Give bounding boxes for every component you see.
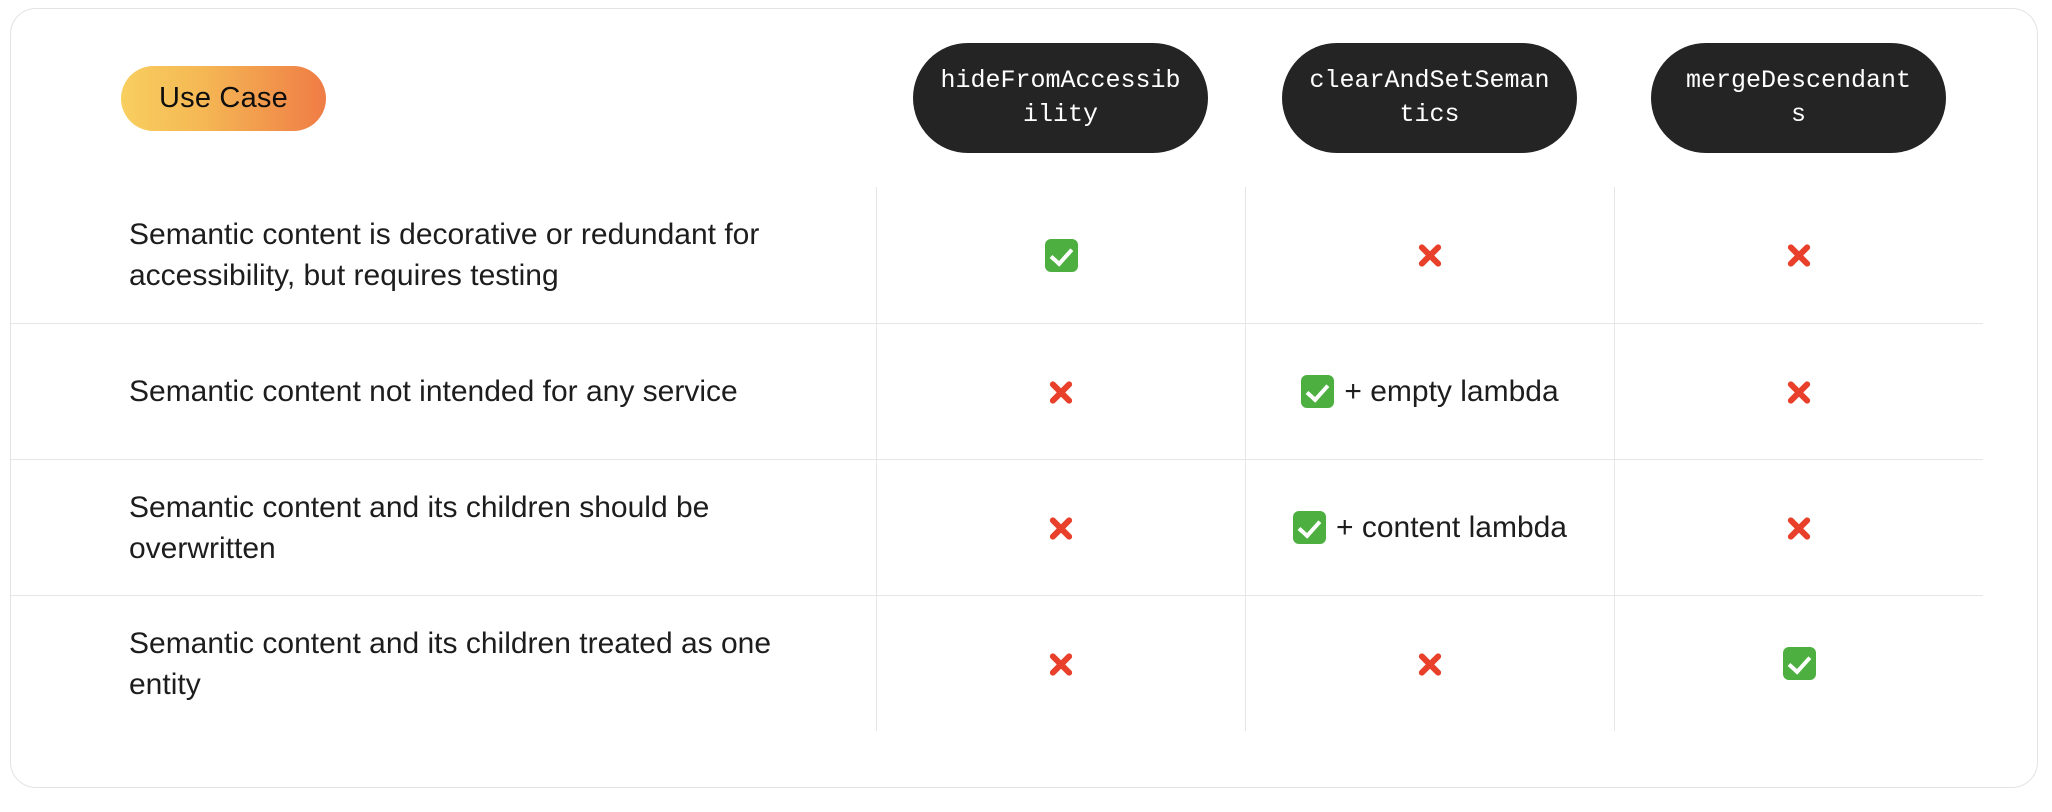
cell-mergedescendants bbox=[1614, 323, 1983, 459]
cross-icon bbox=[1781, 510, 1817, 546]
cell-note: + empty lambda bbox=[1344, 374, 1559, 408]
cell-hidefromaccessibility bbox=[876, 595, 1245, 731]
comparison-card bbox=[10, 8, 2038, 788]
header-cell-hidefromaccessibility bbox=[876, 43, 1245, 153]
usecase-text: Semantic content is decorative or redundant for accessibility, but requires testing bbox=[129, 218, 760, 292]
api-pill-mergedescendants: mergeDescendants bbox=[1651, 43, 1946, 153]
cell-mergedescendants bbox=[1614, 595, 1983, 731]
usecase-text: Semantic content not intended for any service bbox=[11, 323, 876, 459]
table-body bbox=[11, 187, 2037, 731]
table-header-row bbox=[11, 9, 2037, 187]
api-pill-clearandsetsemantics: clearAndSetSemantics bbox=[1282, 43, 1577, 153]
table-row bbox=[11, 187, 2037, 323]
usecase-text: Semantic content and its children should be overwritten bbox=[11, 459, 876, 595]
cross-icon bbox=[1043, 646, 1079, 682]
cell-hidefromaccessibility bbox=[876, 323, 1245, 459]
check-icon bbox=[1783, 647, 1816, 680]
table-row bbox=[11, 459, 2037, 595]
check-icon bbox=[1045, 239, 1078, 272]
header-cell-clearandsetsemantics bbox=[1245, 43, 1614, 153]
cross-icon bbox=[1781, 237, 1817, 273]
cell-clearandsetsemantics bbox=[1245, 187, 1614, 323]
check-icon bbox=[1293, 511, 1326, 544]
header-cell-mergedescendants bbox=[1614, 43, 1983, 153]
cell-hidefromaccessibility bbox=[876, 187, 1245, 323]
cross-icon bbox=[1043, 510, 1079, 546]
cell-hidefromaccessibility bbox=[876, 459, 1245, 595]
cell-clearandsetsemantics bbox=[1245, 323, 1614, 459]
cell-clearandsetsemantics bbox=[1245, 459, 1614, 595]
usecase-pill-label: Use Case bbox=[121, 66, 326, 131]
check-icon bbox=[1301, 375, 1334, 408]
table-row bbox=[11, 595, 2037, 731]
header-cell-usecase bbox=[11, 66, 876, 131]
cell-note: + content lambda bbox=[1336, 510, 1567, 544]
cross-icon bbox=[1043, 374, 1079, 410]
cell-mergedescendants bbox=[1614, 459, 1983, 595]
semantics-api-comparison-table bbox=[11, 9, 2037, 787]
table-row bbox=[11, 323, 2037, 459]
cell-mergedescendants bbox=[1614, 187, 1983, 323]
api-pill-hidefromaccessibility: hideFromAccessibility bbox=[913, 43, 1208, 153]
cross-icon bbox=[1412, 646, 1448, 682]
usecase-text: Semantic content and its children treated as one entity bbox=[11, 595, 876, 731]
cross-icon bbox=[1412, 237, 1448, 273]
cell-clearandsetsemantics bbox=[1245, 595, 1614, 731]
cross-icon bbox=[1781, 374, 1817, 410]
